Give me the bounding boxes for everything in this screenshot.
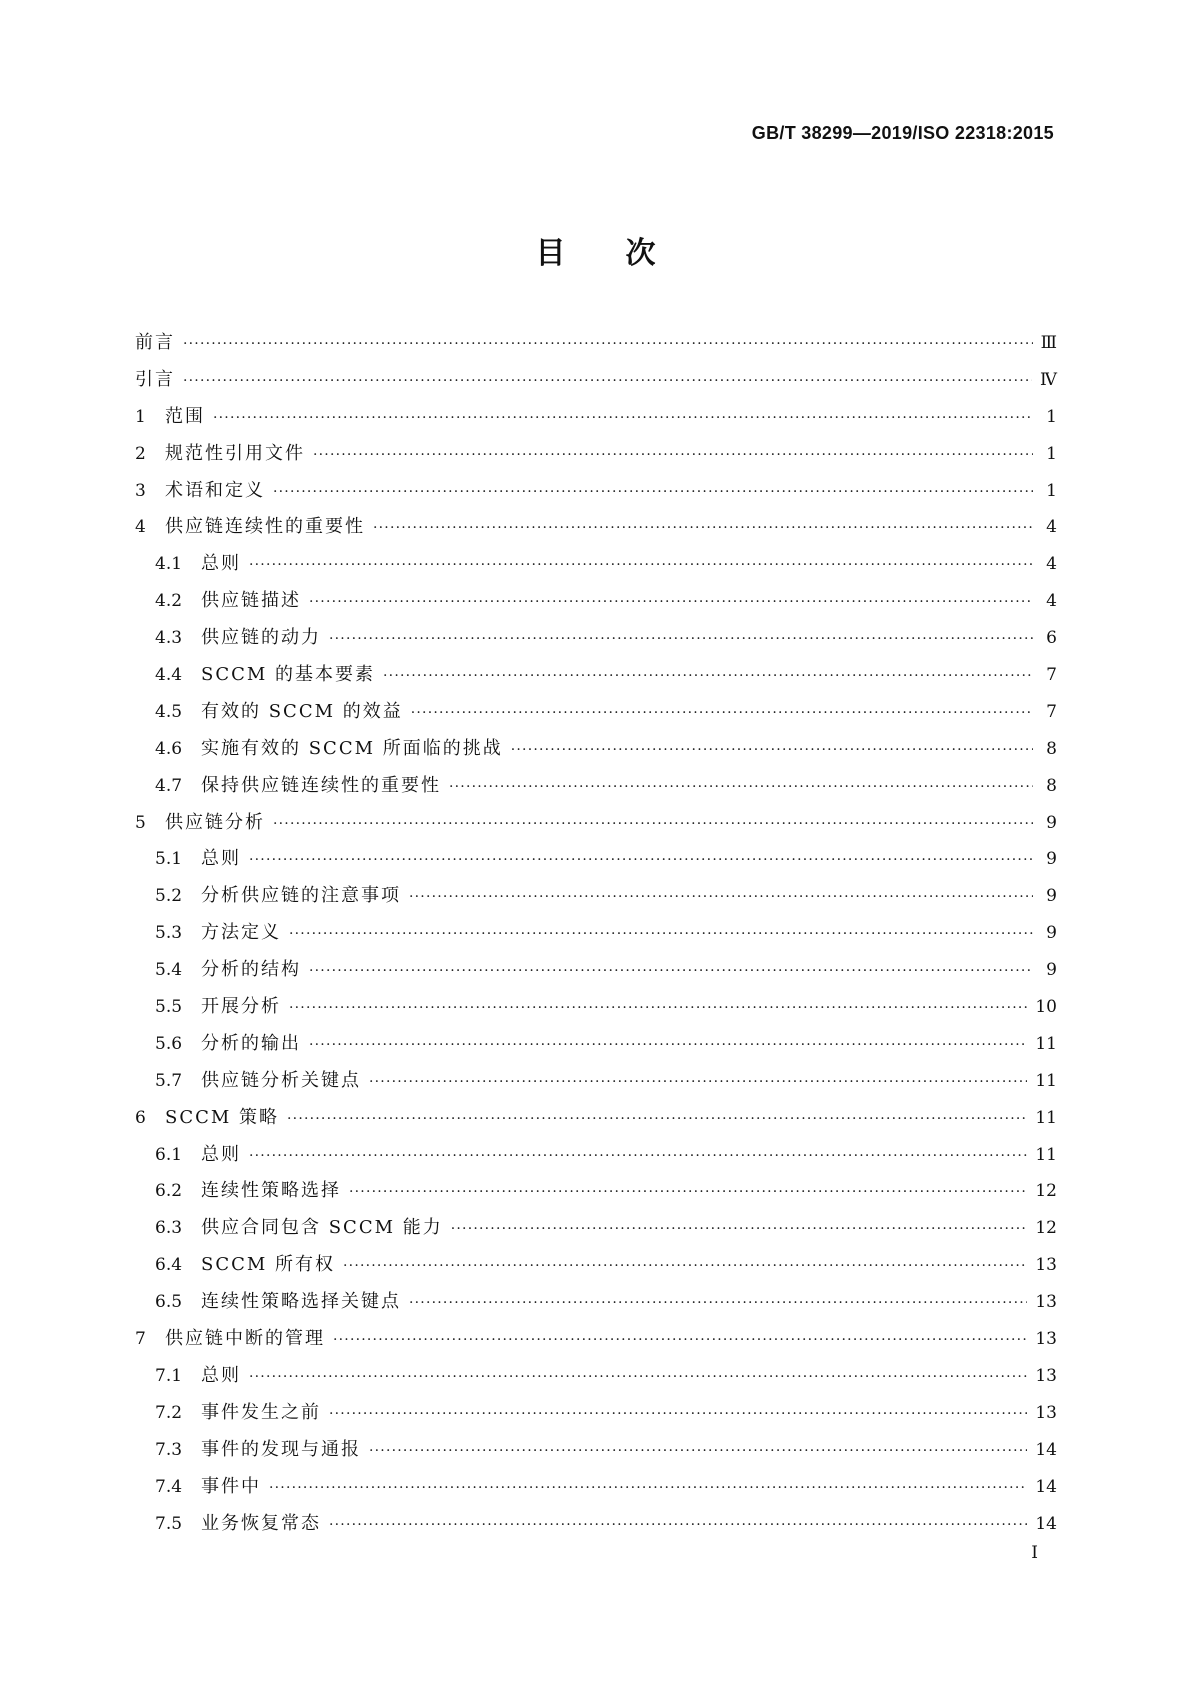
- toc-entry-title: 开展分析: [201, 996, 281, 1018]
- toc-leader-dots: [343, 1248, 1027, 1285]
- toc-leader-dots: [369, 1433, 1027, 1470]
- toc-entry[interactable]: [135, 952, 1057, 989]
- toc-entry-title: 总则: [201, 1364, 241, 1386]
- toc-entry-page: 13: [1035, 1329, 1057, 1350]
- toc-entry-number: 6.1: [155, 1144, 183, 1165]
- toc-entry[interactable]: [135, 362, 1057, 399]
- toc-entry-page: 11: [1035, 1107, 1057, 1128]
- toc-entry-title: SCCM 所有权: [201, 1254, 336, 1276]
- toc-entry-page: 11: [1035, 1033, 1057, 1054]
- toc-entry-page: 9: [1046, 849, 1057, 870]
- toc-leader-dots: [273, 806, 1033, 843]
- toc-leader-dots: [409, 879, 1033, 916]
- toc-leader-dots: [329, 621, 1033, 658]
- toc-leader-dots: [273, 474, 1033, 511]
- title-char-2: 次: [625, 236, 656, 271]
- toc-entry-title: 有效的 SCCM 的效益: [201, 700, 403, 722]
- toc-leader-dots: [409, 1285, 1027, 1322]
- toc-entry[interactable]: [135, 1284, 1057, 1321]
- toc-entry-title: 分析的结构: [201, 959, 301, 981]
- toc-entry-number: 2: [135, 443, 146, 464]
- toc-entry[interactable]: [135, 915, 1057, 952]
- toc-entry[interactable]: [135, 325, 1057, 362]
- toc-entry-title: 供应链分析: [165, 811, 265, 833]
- toc-entry-page: Ⅳ: [1040, 369, 1057, 390]
- toc-entry[interactable]: [135, 694, 1057, 731]
- toc-leader-dots: [309, 953, 1033, 990]
- page-title: [0, 228, 1191, 272]
- toc-entry-number: 7.2: [155, 1402, 183, 1423]
- toc-entry-page: 12: [1035, 1181, 1057, 1202]
- toc-entry[interactable]: [135, 1432, 1057, 1469]
- toc-entry-title: 供应链的动力: [201, 627, 321, 649]
- toc-entry[interactable]: [135, 509, 1057, 546]
- toc-entry[interactable]: [135, 1358, 1057, 1395]
- toc-leader-dots: [289, 990, 1027, 1027]
- toc-leader-dots: [309, 584, 1033, 621]
- title-char-1: 目: [535, 236, 566, 271]
- toc-entry-title: 方法定义: [201, 922, 281, 944]
- toc-entry-number: 4.7: [155, 775, 183, 796]
- toc-entry-title: 保持供应链连续性的重要性: [201, 774, 441, 796]
- toc-entry[interactable]: [135, 620, 1057, 657]
- toc-entry-title: 连续性策略选择: [201, 1180, 341, 1202]
- toc-entry-title: 分析的输出: [201, 1032, 301, 1054]
- toc-leader-dots: [183, 326, 1033, 363]
- toc-entry-number: 7: [135, 1329, 146, 1350]
- toc-entry-page: 9: [1046, 812, 1057, 833]
- toc-entry-number: 5.2: [155, 886, 183, 907]
- toc-entry-title: 供应链连续性的重要性: [165, 516, 365, 538]
- toc-entry-title: 事件发生之前: [201, 1401, 321, 1423]
- toc-entry-title: 范围: [165, 405, 205, 427]
- toc-leader-dots: [183, 363, 1032, 400]
- toc-leader-dots: [451, 1211, 1028, 1248]
- toc-entry-number: 7.3: [155, 1439, 183, 1460]
- toc-entry-page: 11: [1035, 1144, 1057, 1165]
- toc-entry-page: 4: [1046, 517, 1057, 538]
- toc-entry[interactable]: [135, 1063, 1057, 1100]
- toc-leader-dots: [249, 547, 1033, 584]
- toc-entry-number: 7.4: [155, 1476, 183, 1497]
- toc-entry-number: 5: [135, 812, 146, 833]
- toc-leader-dots: [249, 842, 1033, 879]
- toc-entry-title: 事件中: [201, 1475, 261, 1497]
- toc-entry-title: SCCM 策略: [165, 1106, 280, 1128]
- toc-entry-page: 9: [1046, 886, 1057, 907]
- toc-entry-page: 1: [1046, 406, 1057, 427]
- toc-entry[interactable]: [135, 1395, 1057, 1432]
- toc-entry-number: 4: [135, 517, 146, 538]
- toc-entry[interactable]: [135, 1026, 1057, 1063]
- toc-entry[interactable]: [135, 657, 1057, 694]
- toc-entry-title: 供应链分析关键点: [201, 1069, 361, 1091]
- toc-leader-dots: [249, 1138, 1027, 1175]
- toc-entry-title: 术语和定义: [165, 479, 265, 501]
- toc-entry-number: 5.7: [155, 1070, 183, 1091]
- toc-entry-page: 1: [1046, 443, 1057, 464]
- toc-leader-dots: [511, 732, 1033, 769]
- toc-entry-number: 6.3: [155, 1218, 183, 1239]
- toc-entry-number: 4.5: [155, 701, 183, 722]
- toc-entry-number: 4.1: [155, 554, 183, 575]
- toc-entry[interactable]: [135, 768, 1057, 805]
- toc-entry[interactable]: [135, 583, 1057, 620]
- toc-entry-page: 9: [1046, 923, 1057, 944]
- toc-entry-title: 供应合同包含 SCCM 能力: [201, 1217, 443, 1239]
- toc-entry-number: 5.6: [155, 1033, 183, 1054]
- toc-leader-dots: [289, 916, 1033, 953]
- toc-entry-title: 业务恢复常态: [201, 1512, 321, 1534]
- toc-entry[interactable]: [135, 399, 1057, 436]
- toc-entry[interactable]: [135, 1321, 1057, 1358]
- toc-entry[interactable]: [135, 841, 1057, 878]
- toc-entry[interactable]: [135, 1210, 1057, 1247]
- toc-leader-dots: [349, 1174, 1027, 1211]
- toc-entry-page: 13: [1035, 1292, 1057, 1313]
- toc-entry-title: 总则: [201, 1143, 241, 1165]
- toc-entry-number: 4.2: [155, 591, 183, 612]
- toc-entry-title: 连续性策略选择关键点: [201, 1291, 401, 1313]
- toc-leader-dots: [213, 400, 1033, 437]
- toc-entry-number: 6.2: [155, 1181, 183, 1202]
- toc-entry-page: 9: [1046, 960, 1057, 981]
- toc-entry-number: 5.3: [155, 923, 183, 944]
- toc-entry-number: 5.5: [155, 997, 183, 1018]
- toc-entry-title: 总则: [201, 553, 241, 575]
- toc-entry-title: SCCM 的基本要素: [201, 664, 376, 686]
- toc-entry-number: 4.4: [155, 665, 183, 686]
- toc-leader-dots: [329, 1507, 1027, 1544]
- toc-entry[interactable]: [135, 1173, 1057, 1210]
- toc-leader-dots: [373, 510, 1033, 547]
- toc-entry-title: 总则: [201, 848, 241, 870]
- toc-entry[interactable]: [135, 473, 1057, 510]
- toc-entry-title: 规范性引用文件: [165, 442, 305, 464]
- toc-leader-dots: [329, 1396, 1027, 1433]
- toc-entry-number: 6: [135, 1107, 146, 1128]
- toc-entry[interactable]: [135, 1469, 1057, 1506]
- toc-entry-number: 5.4: [155, 960, 183, 981]
- toc-entry-page: 7: [1046, 665, 1057, 686]
- toc-entry-number: 4.6: [155, 738, 183, 759]
- toc-entry-page: 13: [1035, 1255, 1057, 1276]
- page-number-footer: I: [1031, 1543, 1038, 1563]
- toc-entry-title: 供应链中断的管理: [165, 1328, 325, 1350]
- toc-entry-number: 1: [135, 406, 146, 427]
- toc-entry-title: 分析供应链的注意事项: [201, 885, 401, 907]
- toc-entry-page: 11: [1035, 1070, 1057, 1091]
- toc-entry[interactable]: [135, 1100, 1057, 1137]
- toc-entry-page: 12: [1035, 1218, 1057, 1239]
- toc-leader-dots: [411, 695, 1033, 732]
- toc-entry-title: 实施有效的 SCCM 所面临的挑战: [201, 737, 503, 759]
- toc-entry[interactable]: [135, 1247, 1057, 1284]
- toc-entry-title: 引言: [135, 368, 175, 390]
- toc-leader-dots: [287, 1101, 1027, 1138]
- toc-entry[interactable]: [135, 1506, 1057, 1543]
- table-of-contents: [135, 325, 1057, 1542]
- toc-leader-dots: [269, 1470, 1027, 1507]
- toc-entry-number: 4.3: [155, 628, 183, 649]
- toc-leader-dots: [249, 1359, 1027, 1396]
- toc-entry[interactable]: [135, 546, 1057, 583]
- toc-leader-dots: [383, 658, 1033, 695]
- toc-entry-page: 6: [1046, 628, 1057, 649]
- toc-entry-number: 7.1: [155, 1365, 183, 1386]
- toc-entry[interactable]: [135, 989, 1057, 1026]
- toc-leader-dots: [333, 1322, 1027, 1359]
- toc-entry-number: 6.4: [155, 1255, 183, 1276]
- toc-entry-page: 8: [1046, 738, 1057, 759]
- toc-entry[interactable]: [135, 805, 1057, 842]
- toc-leader-dots: [369, 1064, 1027, 1101]
- toc-entry-page: 14: [1035, 1476, 1057, 1497]
- toc-entry-page: 8: [1046, 775, 1057, 796]
- toc-entry-page: 14: [1035, 1439, 1057, 1460]
- toc-entry-page: 4: [1046, 591, 1057, 612]
- toc-entry-page: Ⅲ: [1040, 333, 1057, 353]
- toc-entry-page: 13: [1035, 1365, 1057, 1386]
- toc-entry[interactable]: [135, 878, 1057, 915]
- toc-entry-title: 前言: [135, 332, 175, 353]
- toc-leader-dots: [309, 1027, 1027, 1064]
- toc-entry-page: 13: [1035, 1402, 1057, 1423]
- toc-entry-number: 3: [135, 480, 146, 501]
- toc-entry-page: 7: [1046, 701, 1057, 722]
- toc-entry-title: 供应链描述: [201, 590, 301, 612]
- toc-entry[interactable]: [135, 731, 1057, 768]
- toc-leader-dots: [313, 437, 1033, 474]
- toc-entry-number: 7.5: [155, 1513, 183, 1534]
- toc-entry-page: 1: [1046, 480, 1057, 501]
- toc-entry-number: 5.1: [155, 849, 183, 870]
- toc-entry-page: 4: [1046, 554, 1057, 575]
- toc-entry[interactable]: [135, 1137, 1057, 1174]
- toc-entry[interactable]: [135, 436, 1057, 473]
- toc-leader-dots: [449, 769, 1033, 806]
- toc-entry-page: 14: [1035, 1513, 1057, 1534]
- toc-entry-title: 事件的发现与通报: [201, 1438, 361, 1460]
- toc-entry-number: 6.5: [155, 1292, 183, 1313]
- toc-entry-page: 10: [1035, 997, 1057, 1018]
- standard-code-header: GB/T 38299—2019/ISO 22318:2015: [751, 123, 1054, 143]
